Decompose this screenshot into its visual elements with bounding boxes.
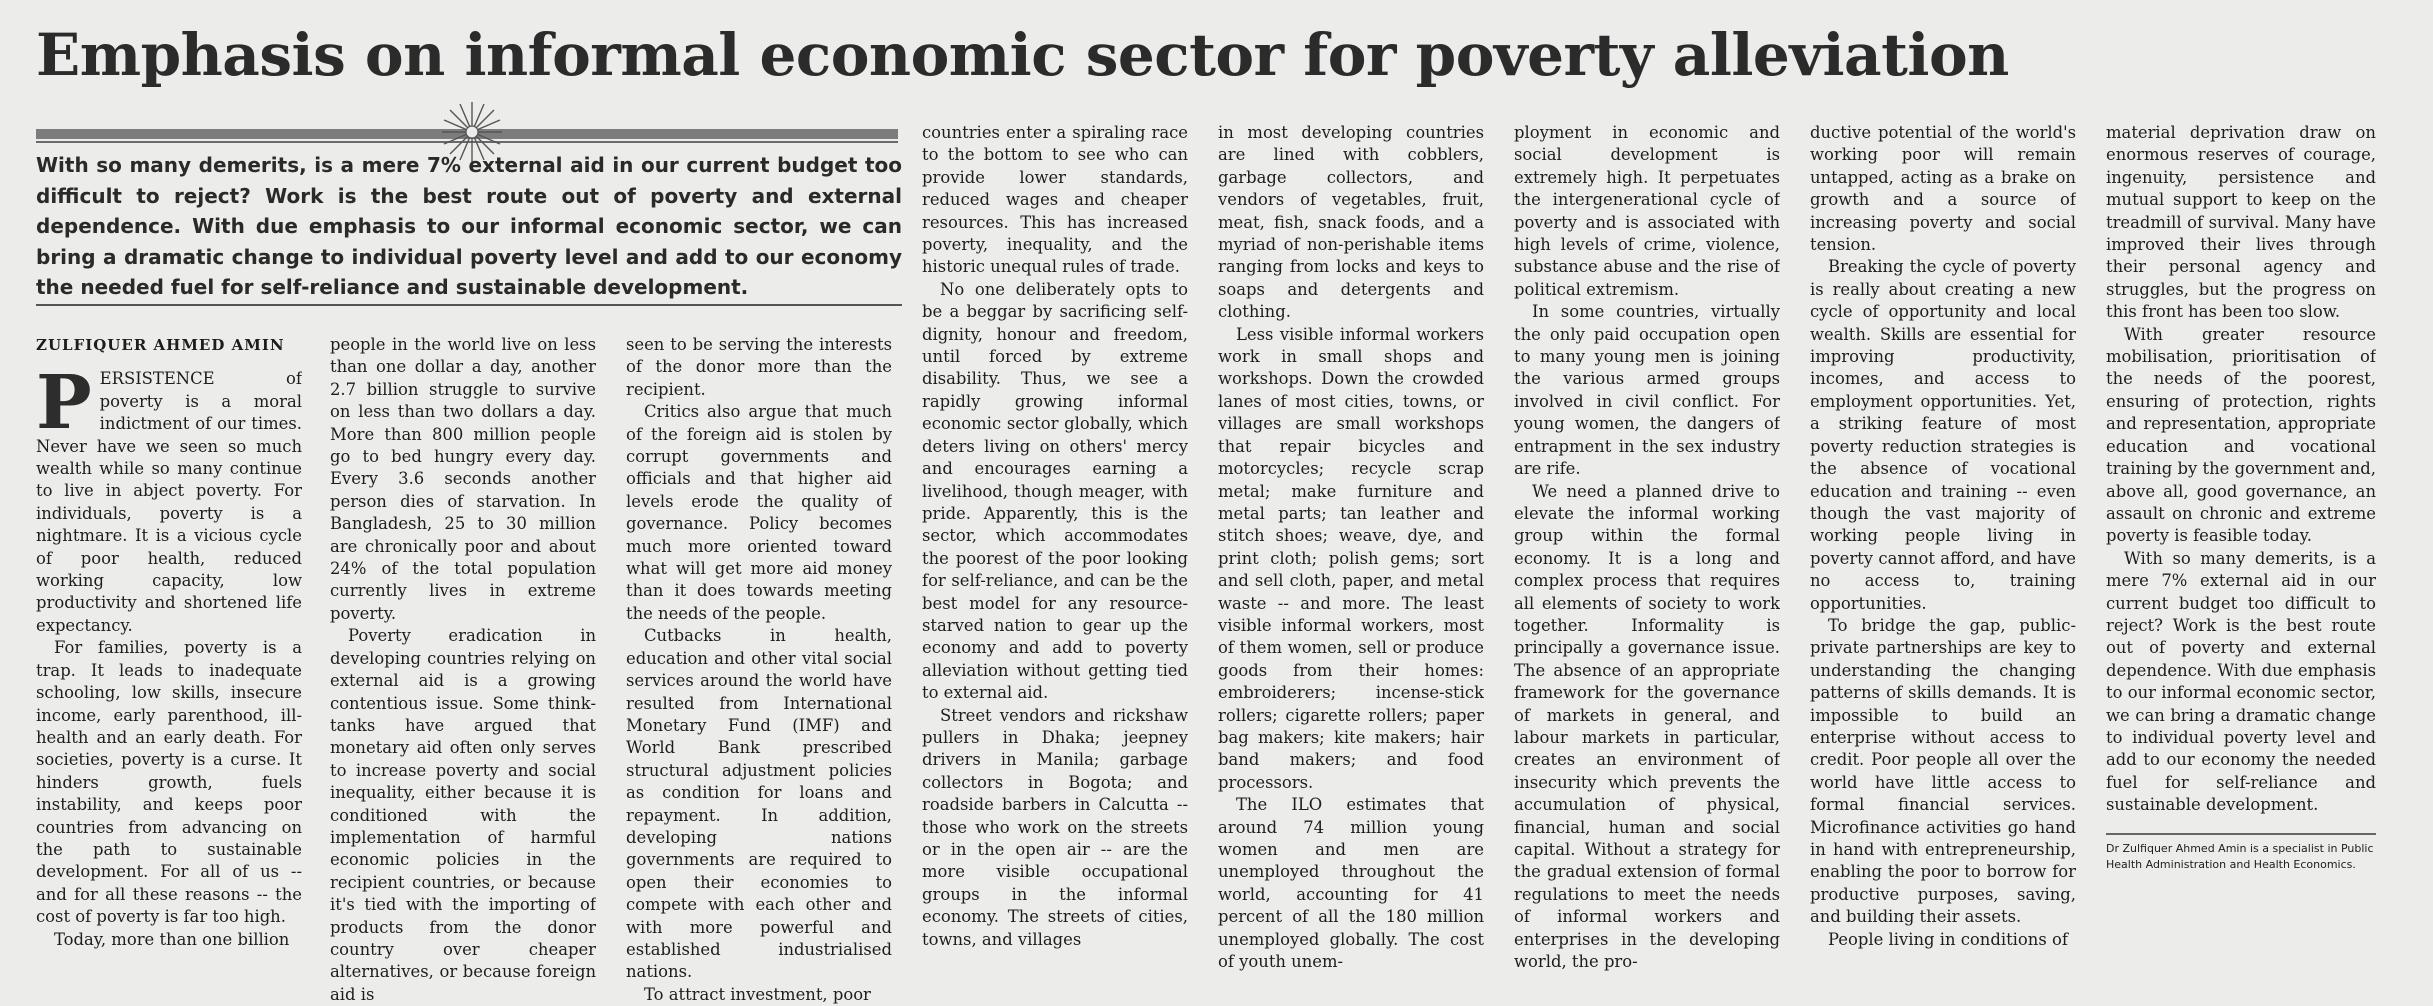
bio-rule: [2106, 833, 2376, 835]
paragraph: To bridge the gap, public-private partnerships are key to understanding the changing patterns of skills demands. It is impossible to build an enterprise without access to credit. Poor people all over the world have little access to formal financial services. Microfinance activities go hand in hand with entrepreneurship, enabling the poor to borrow for productive purposes, saving, and building their assets.: [1810, 615, 2076, 927]
paragraph: Poverty eradication in developing countries relying on external aid is a growing contentious issue. Some think-tanks have argued that monetary aid often only serves to increase poverty and social inequality, either because it is conditioned with the implementation of harmful economic policies in the recipient countries, or because it's tied with the importing of products from the donor country over cheaper alternatives, or because foreign aid is: [330, 626, 596, 1004]
article-column-8: [2106, 122, 2376, 922]
paragraph: The ILO estimates that around 74 million young women and men are unemployed throughout the world, accounting for 41 percent of all the 180 million unemployed globally. The cost of youth unem-: [1218, 795, 1484, 972]
intro-rule: [36, 304, 902, 306]
article-column-7: [1810, 122, 2076, 951]
decorative-rule: [36, 120, 898, 148]
author-bio: Dr Zulfiquer Ahmed Amin is a specialist in Public Health Administration and Health Economics.: [2106, 841, 2374, 871]
paragraph: No one deliberately opts to be a beggar by sacrificing self-dignity, honour and freedom, until forced by extreme disability. Thus, we see a rapidly growing informal economic sector globally, which deters living on others' mercy and encourages earning a livelihood, though meager, with pride. Apparently, this is the sector, which accommodates the poorest of the poor looking for self-reliance, and can be the best model for any resource-starved nation to gear up the economy and add to poverty alleviation without getting tied to external aid.: [922, 279, 1188, 703]
article-column-2: [330, 334, 596, 1006]
paragraph: To attract investment, poor: [644, 984, 871, 1004]
byline: ZULFIQUER AHMED AMIN: [36, 336, 285, 354]
paragraph: Breaking the cycle of poverty is really about creating a new cycle of opportunity and local wealth. Skills are essential for improving productivity, incomes, and access to employment opportunities. Yet, a striking feature of most poverty reduction strategies is the absence of vocational education and training -- even though the vast majority of working people living in poverty cannot afford, and have no access to, training opportunities.: [1810, 257, 2076, 613]
paragraph: Critics also argue that much of the foreign aid is stolen by corrupt governments and officials and that higher aid levels erode the quality of governance. Policy becomes much more oriented toward what will get more aid money than it does towards meeting the needs of the people.: [626, 402, 892, 623]
paragraph: We need a planned drive to elevate the informal working group within the formal economy. It is a long and complex process that requires all elements of society to work together. Informality is principally a governance issue. The absence of an appropriate framework for the governance of markets in general, and labour markets in particular, creates an environment of insecurity which prevents the accumulation of physical, financial, human and social capital. Without a strategy for the gradual extension of formal regulations to meet the needs of informal workers and enterprises in the developing world, the pro-: [1514, 481, 1780, 972]
paragraph: With greater resource mobilisation, prioritisation of the needs of the poorest, ensuring of protection, rights and representation, appropriate education and vocational training by the government and, above all, good governance, an assault on chronic and extreme poverty is feasible today.: [2106, 324, 2376, 546]
article-column-5: [1218, 122, 1484, 973]
headline: Emphasis on informal economic sector for poverty alleviation: [36, 21, 2009, 89]
paragraph: Today, more than one billion: [54, 929, 290, 949]
paragraph: people in the world live on less than one dollar a day, another 2.7 billion struggle to survive on less than two dollars a day. More than 800 million people go to bed hungry every day. Every 3.6 seconds another person dies of starvation. In Bangladesh, 25 to 30 million are chronically poor and about 24% of the total population currently lives in extreme poverty.: [330, 335, 596, 623]
paragraph: ERSISTENCE of poverty is a moral indictment of our times. Never have we seen so much wealth while so many continue to live in abject poverty. For individuals, poverty is a nightmare. It is a vicious cycle of poor health, reduced working capacity, low productivity and shortened life expectancy.: [36, 369, 302, 635]
paragraph: ployment in economic and social development is extremely high. It perpetuates the intergenerational cycle of poverty and is associated with high levels of crime, violence, substance abuse and the rise of political extremism.: [1514, 123, 1780, 299]
paragraph: With so many demerits, is a mere 7% external aid in our current budget too difficult to reject? Work is the best route out of poverty and external dependence. With due emphasis to our informal economic sector, we can bring a dramatic change to individual poverty level and add to our economy the needed fuel for self-reliance and sustainable development.: [2106, 548, 2376, 815]
article-column-3: [626, 334, 892, 1006]
paragraph: People living in conditions of: [1828, 929, 2068, 949]
paragraph: Cutbacks in health, education and other vital social services around the world have resulted from International Monetary Fund (IMF) and World Bank prescribed structural adjustment policies as condition for loans and repayment. In addition, developing nations governments are required to open their economies to compete with each other and with more powerful and established industrialised nations.: [626, 626, 892, 982]
article-column-4: [922, 122, 1188, 951]
paragraph: For families, poverty is a trap. It leads to inadequate schooling, low skills, insecure income, early parenthood, ill-health and an early death. For societies, poverty is a curse. It hinders growth, fuels instability, and keeps poor countries from advancing on the path to sustainable development. For all of us -- and for all these reasons -- the cost of poverty is far too high.: [36, 638, 302, 927]
article-column-1: [36, 334, 302, 951]
article-intro: With so many demerits, is a mere 7% external aid in our current budget too difficult to reject? Work is the best route out of poverty and external dependence. With due emphasis to our informal economic sector, we can bring a dramatic change to individual poverty level and add to our economy the needed fuel for self-reliance and sustainable development.: [36, 153, 902, 299]
paragraph: Less visible informal workers work in small shops and workshops. Down the crowded lanes of most cities, towns, or villages are small workshops that repair bicycles and motorcycles; recycle scrap metal; make furniture and metal parts; tan leather and stitch shoes; weave, dye, and print cloth; polish gems; sort and sell cloth, paper, and metal waste -- and more. The least visible informal workers, most of them women, sell or produce goods from their homes: embroiderers; incense-stick rollers; cigarette rollers; paper bag makers; kite makers; hair band makers; and food processors.: [1218, 324, 1484, 792]
paragraph: in most developing countries are lined with cobblers, garbage collectors, and vendors of vegetables, fruit, meat, fish, snack foods, and a myriad of non-perishable items ranging from locks and keys to soaps and detergents and clothing.: [1218, 123, 1484, 322]
paragraph: Street vendors and rickshaw pullers in Dhaka; jeepney drivers in Manila; garbage collectors in Bogota; and roadside barbers in Calcutta -- those who work on the streets or in the open air -- are the more visible occupational groups in the informal economy. The streets of cities, towns, and villages: [922, 705, 1188, 949]
paragraph: In some countries, virtually the only paid occupation open to many young men is joining the various armed groups involved in civil conflict. For young women, the dangers of entrapment in the sex industry are rife.: [1514, 302, 1780, 479]
paragraph: seen to be serving the interests of the donor more than the recipient.: [626, 335, 892, 399]
article-column-6: [1514, 122, 1780, 973]
paragraph: ductive potential of the world's working poor will remain untapped, acting as a brake on growth and a source of increasing poverty and social tension.: [1810, 123, 2076, 255]
drop-cap: P: [36, 360, 92, 447]
paragraph: countries enter a spiraling race to the bottom to see who can provide lower standards, reduced wages and cheaper resources. This has increased poverty, inequality, and the historic unequal rules of trade.: [922, 123, 1188, 277]
paragraph: material deprivation draw on enormous reserves of courage, ingenuity, persistence and mutual support to keep on the treadmill of survival. Many have improved their lives through their personal agency and struggles, but the progress on this front has been too slow.: [2106, 123, 2376, 322]
